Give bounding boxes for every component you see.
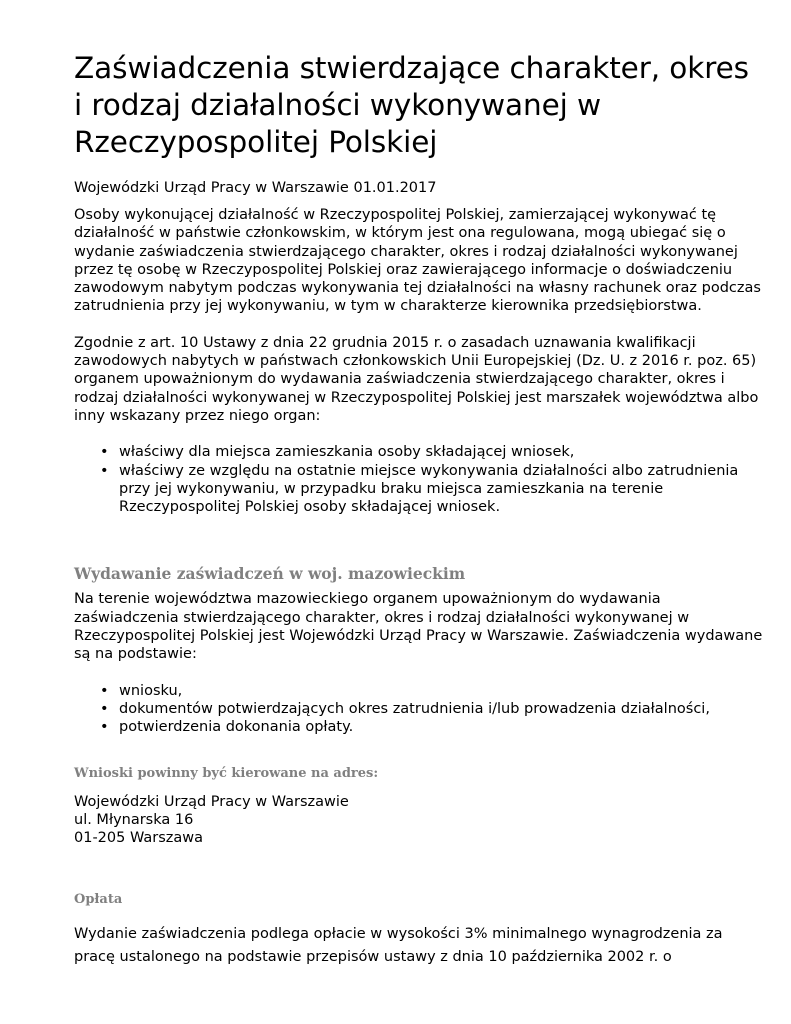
list-item: • wniosku, <box>119 682 764 700</box>
document-meta: Wojewódzki Urząd Pracy w Warszawie 01.01.2017 <box>74 180 437 196</box>
address-line: ul. Młynarska 16 <box>74 811 194 828</box>
list-item: • właściwy ze względu na ostatnie miejsce wykonywania działalności albo zatrudnienia przy jej wykonywaniu, w przypadku braku miejsca zamieszkania na terenie Rzeczypospolitej Polskiej osoby składającej wniosek. <box>119 462 764 517</box>
legal-basis-paragraph: Zgodnie z art. 10 Ustawy z dnia 22 grudnia 2015 r. o zasadach uznawania kwalifikacji zawodowych nabytych w państwach członkowskich Unii Europejskiej (Dz. U. z 2016 r. poz. 65) organem upoważnionym do wydawania zaświadczenia stwierdzającego charakter, okres i rodzaj działalności wykonywanej w Rzeczypospolitej Polskiej jest marszałek województwa albo inny wskazany przez niego organ: <box>74 334 759 424</box>
document-title: Zaświadczenia stwierdzające charakter, okres i rodzaj działalności wykonywanej w Rzeczypospolitej Polskiej <box>74 51 749 159</box>
list-item: • potwierdzenia dokonania opłaty. <box>119 718 764 736</box>
list-item: • dokumentów potwierdzających okres zatrudnienia i/lub prowadzenia działalności, <box>119 700 764 718</box>
document-body <box>74 50 764 968</box>
address-line: Wojewódzki Urząd Pracy w Warszawie <box>74 793 349 810</box>
section-heading-fee: Opłata <box>74 892 123 908</box>
mazowieckie-paragraph: Na terenie województwa mazowieckiego organem upoważnionym do wydawania zaświadczenia stwierdzającego charakter, okres i rodzaj działalności wykonywanej w Rzeczypospolitej Polskiej jest Wojewódzki Urząd Pracy w Warszawie. Zaświadczenia wydawane są na podstawie: <box>74 591 763 663</box>
address-line: 01-205 Warszawa <box>74 830 204 847</box>
list-item: • właściwy dla miejsca zamieszkania osoby składającej wniosek, <box>119 443 764 461</box>
fee-paragraph: Wydanie zaświadczenia podlega opłacie w wysokości 3% minimalnego wynagrodzenia za pracę ustalonego na podstawie przepisów ustawy z dnia 10 października 2002 r. o <box>74 926 723 965</box>
section-heading-address: Wnioski powinny być kierowane na adres: <box>74 765 379 781</box>
authority-list <box>74 443 764 516</box>
intro-paragraph: Osoby wykonującej działalność w Rzeczypospolitej Polskiej, zamierzającej wykonywać tę działalność w państwie członkowskim, w którym jest ona regulowana, mogą ubiegać się o wydanie zaświadczenia stwierdzającego charakter, okres i rodzaj działalności wykonywanej przez tę osobę w Rzeczypospolitej Polskiej oraz zawierającego informacje o doświadczeniu zawodowym nabytym podczas wykonywania tej działalności na własny rachunek oraz podczas zatrudnienia przy jej wykonywaniu, w tym w charakterze kierownika przedsiębiorstwa. <box>74 207 761 315</box>
section-heading-mazowieckie: Wydawanie zaświadczeń w woj. mazowieckim <box>74 564 466 584</box>
basis-list <box>74 682 764 737</box>
postal-address <box>74 793 764 848</box>
